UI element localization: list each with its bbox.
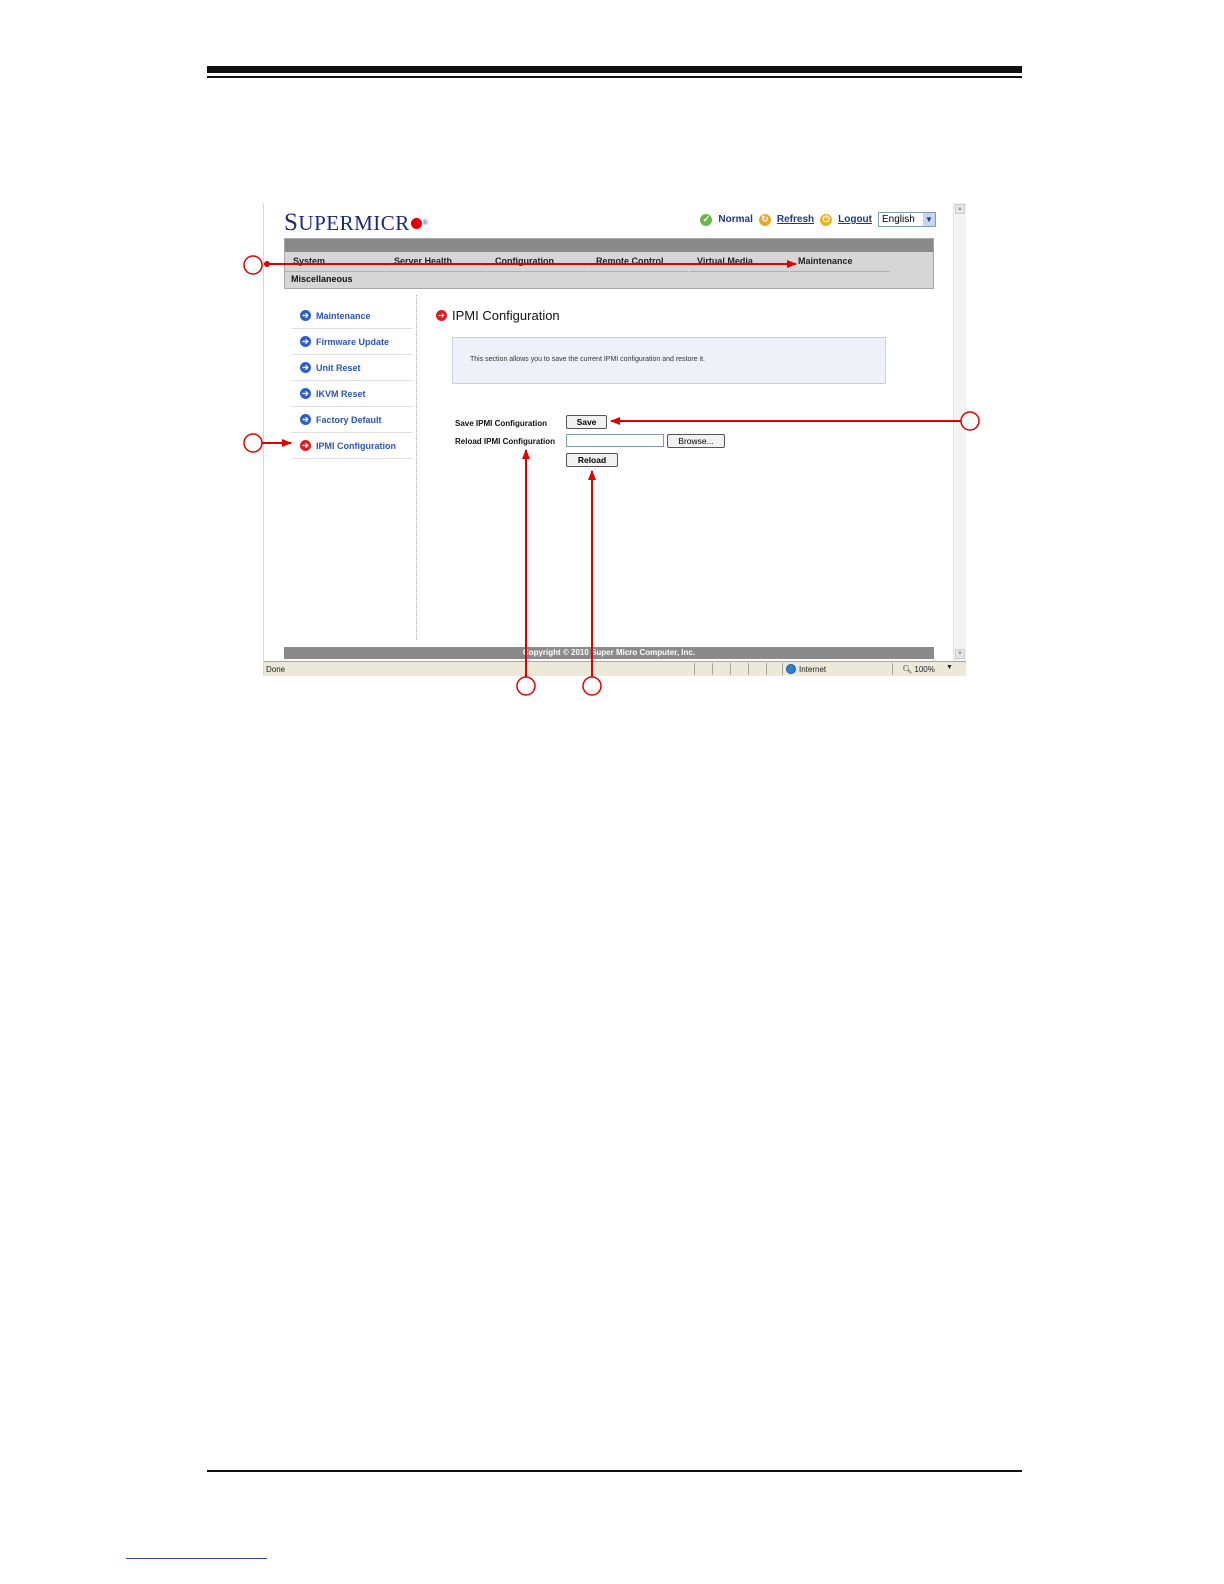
vertical-scrollbar[interactable] (953, 203, 966, 661)
logo-text: SUPERMICR (284, 209, 410, 236)
refresh-icon[interactable]: ↻ (759, 214, 771, 226)
page-footer-line (126, 1558, 267, 1559)
header-links (700, 212, 936, 227)
status-text: Done (266, 665, 286, 674)
logout-link[interactable]: Logout (838, 214, 872, 225)
logo-dot (411, 218, 422, 229)
arrow-right-icon: ➔ (300, 388, 311, 399)
supermicro-logo: SUPERMICR ® (284, 209, 429, 236)
zoom-dropdown-icon[interactable]: ▼ (946, 664, 953, 671)
arrow-right-icon: ➔ (300, 414, 311, 425)
sidebar-item-label: Unit Reset (316, 362, 361, 373)
tab-virtual-media[interactable]: Virtual Media (689, 256, 789, 272)
arrow-right-icon: ➔ (436, 310, 447, 321)
sidebar-item-label: IPMI Configuration (316, 440, 396, 451)
tab-server-health[interactable]: Server Health (386, 256, 486, 272)
chevron-down-icon[interactable]: ▼ (923, 213, 935, 226)
sidebar-item-unit-reset[interactable] (291, 355, 413, 381)
sidebar (291, 303, 413, 459)
page-bottom-rule (207, 1470, 1022, 1472)
arrow-right-icon: ➔ (300, 310, 311, 321)
sidebar-item-label: IKVM Reset (316, 388, 366, 399)
sidebar-item-label: Factory Default (316, 414, 382, 425)
tab-configuration[interactable]: Configuration (487, 256, 587, 272)
copyright-bar: Copyright © 2010 Super Micro Computer, Inc. (284, 647, 934, 659)
sidebar-item-maintenance[interactable] (291, 303, 413, 329)
zoom-value: 100% (914, 665, 935, 674)
status-normal: Normal (718, 214, 753, 225)
main-navbar (284, 238, 934, 289)
zoom-level[interactable]: 🔍︎ 100% (902, 665, 935, 674)
description-text: This section allows you to save the current IPMI configuration and restore it. (470, 356, 706, 363)
nav-tabs (285, 256, 891, 272)
config-file-input[interactable] (566, 434, 664, 447)
page-top-rule-thin (207, 76, 1022, 78)
sidebar-item-factory-default[interactable] (291, 407, 413, 433)
save-button[interactable]: Save (566, 415, 607, 429)
check-circle-icon: ✓ (700, 214, 712, 226)
scroll-down-icon[interactable]: ▼ (955, 649, 965, 659)
language-select[interactable] (878, 212, 936, 227)
sidebar-divider (416, 295, 417, 640)
refresh-link[interactable]: Refresh (776, 214, 815, 225)
power-icon[interactable]: ⏻ (820, 214, 832, 226)
tab-maintenance[interactable]: Maintenance (790, 256, 890, 272)
reload-button[interactable]: Reload (566, 453, 618, 467)
sidebar-item-ipmi-configuration[interactable] (291, 433, 413, 459)
page-title-text: IPMI Configuration (452, 308, 560, 323)
tab-remote-control[interactable]: Remote Control (588, 256, 688, 272)
subnav-miscellaneous[interactable]: Miscellaneous (291, 274, 353, 284)
page-top-rule-thick (207, 66, 1022, 73)
tab-system[interactable]: System (285, 256, 385, 272)
globe-icon (786, 664, 796, 674)
scroll-up-icon[interactable]: ▲ (955, 204, 965, 214)
language-value: English (882, 214, 915, 225)
reload-config-label: Reload IPMI Configuration (455, 437, 555, 446)
arrow-right-icon: ➔ (300, 362, 311, 373)
description-box (452, 337, 886, 384)
browse-button[interactable]: Browse... (667, 434, 725, 448)
security-zone (786, 664, 826, 674)
save-config-label: Save IPMI Configuration (455, 419, 548, 428)
sidebar-item-label: Maintenance (316, 310, 371, 321)
navbar-strip (285, 239, 933, 252)
page-title (436, 308, 560, 323)
zone-label: Internet (799, 664, 827, 674)
sidebar-item-label: Firmware Update (316, 336, 390, 347)
sidebar-item-firmware-update[interactable] (291, 329, 413, 355)
sidebar-item-ikvm-reset[interactable] (291, 381, 413, 407)
browser-statusbar (264, 661, 966, 676)
arrow-right-icon: ➔ (300, 440, 311, 451)
arrow-right-icon: ➔ (300, 336, 311, 347)
screenshot-frame (263, 203, 966, 676)
